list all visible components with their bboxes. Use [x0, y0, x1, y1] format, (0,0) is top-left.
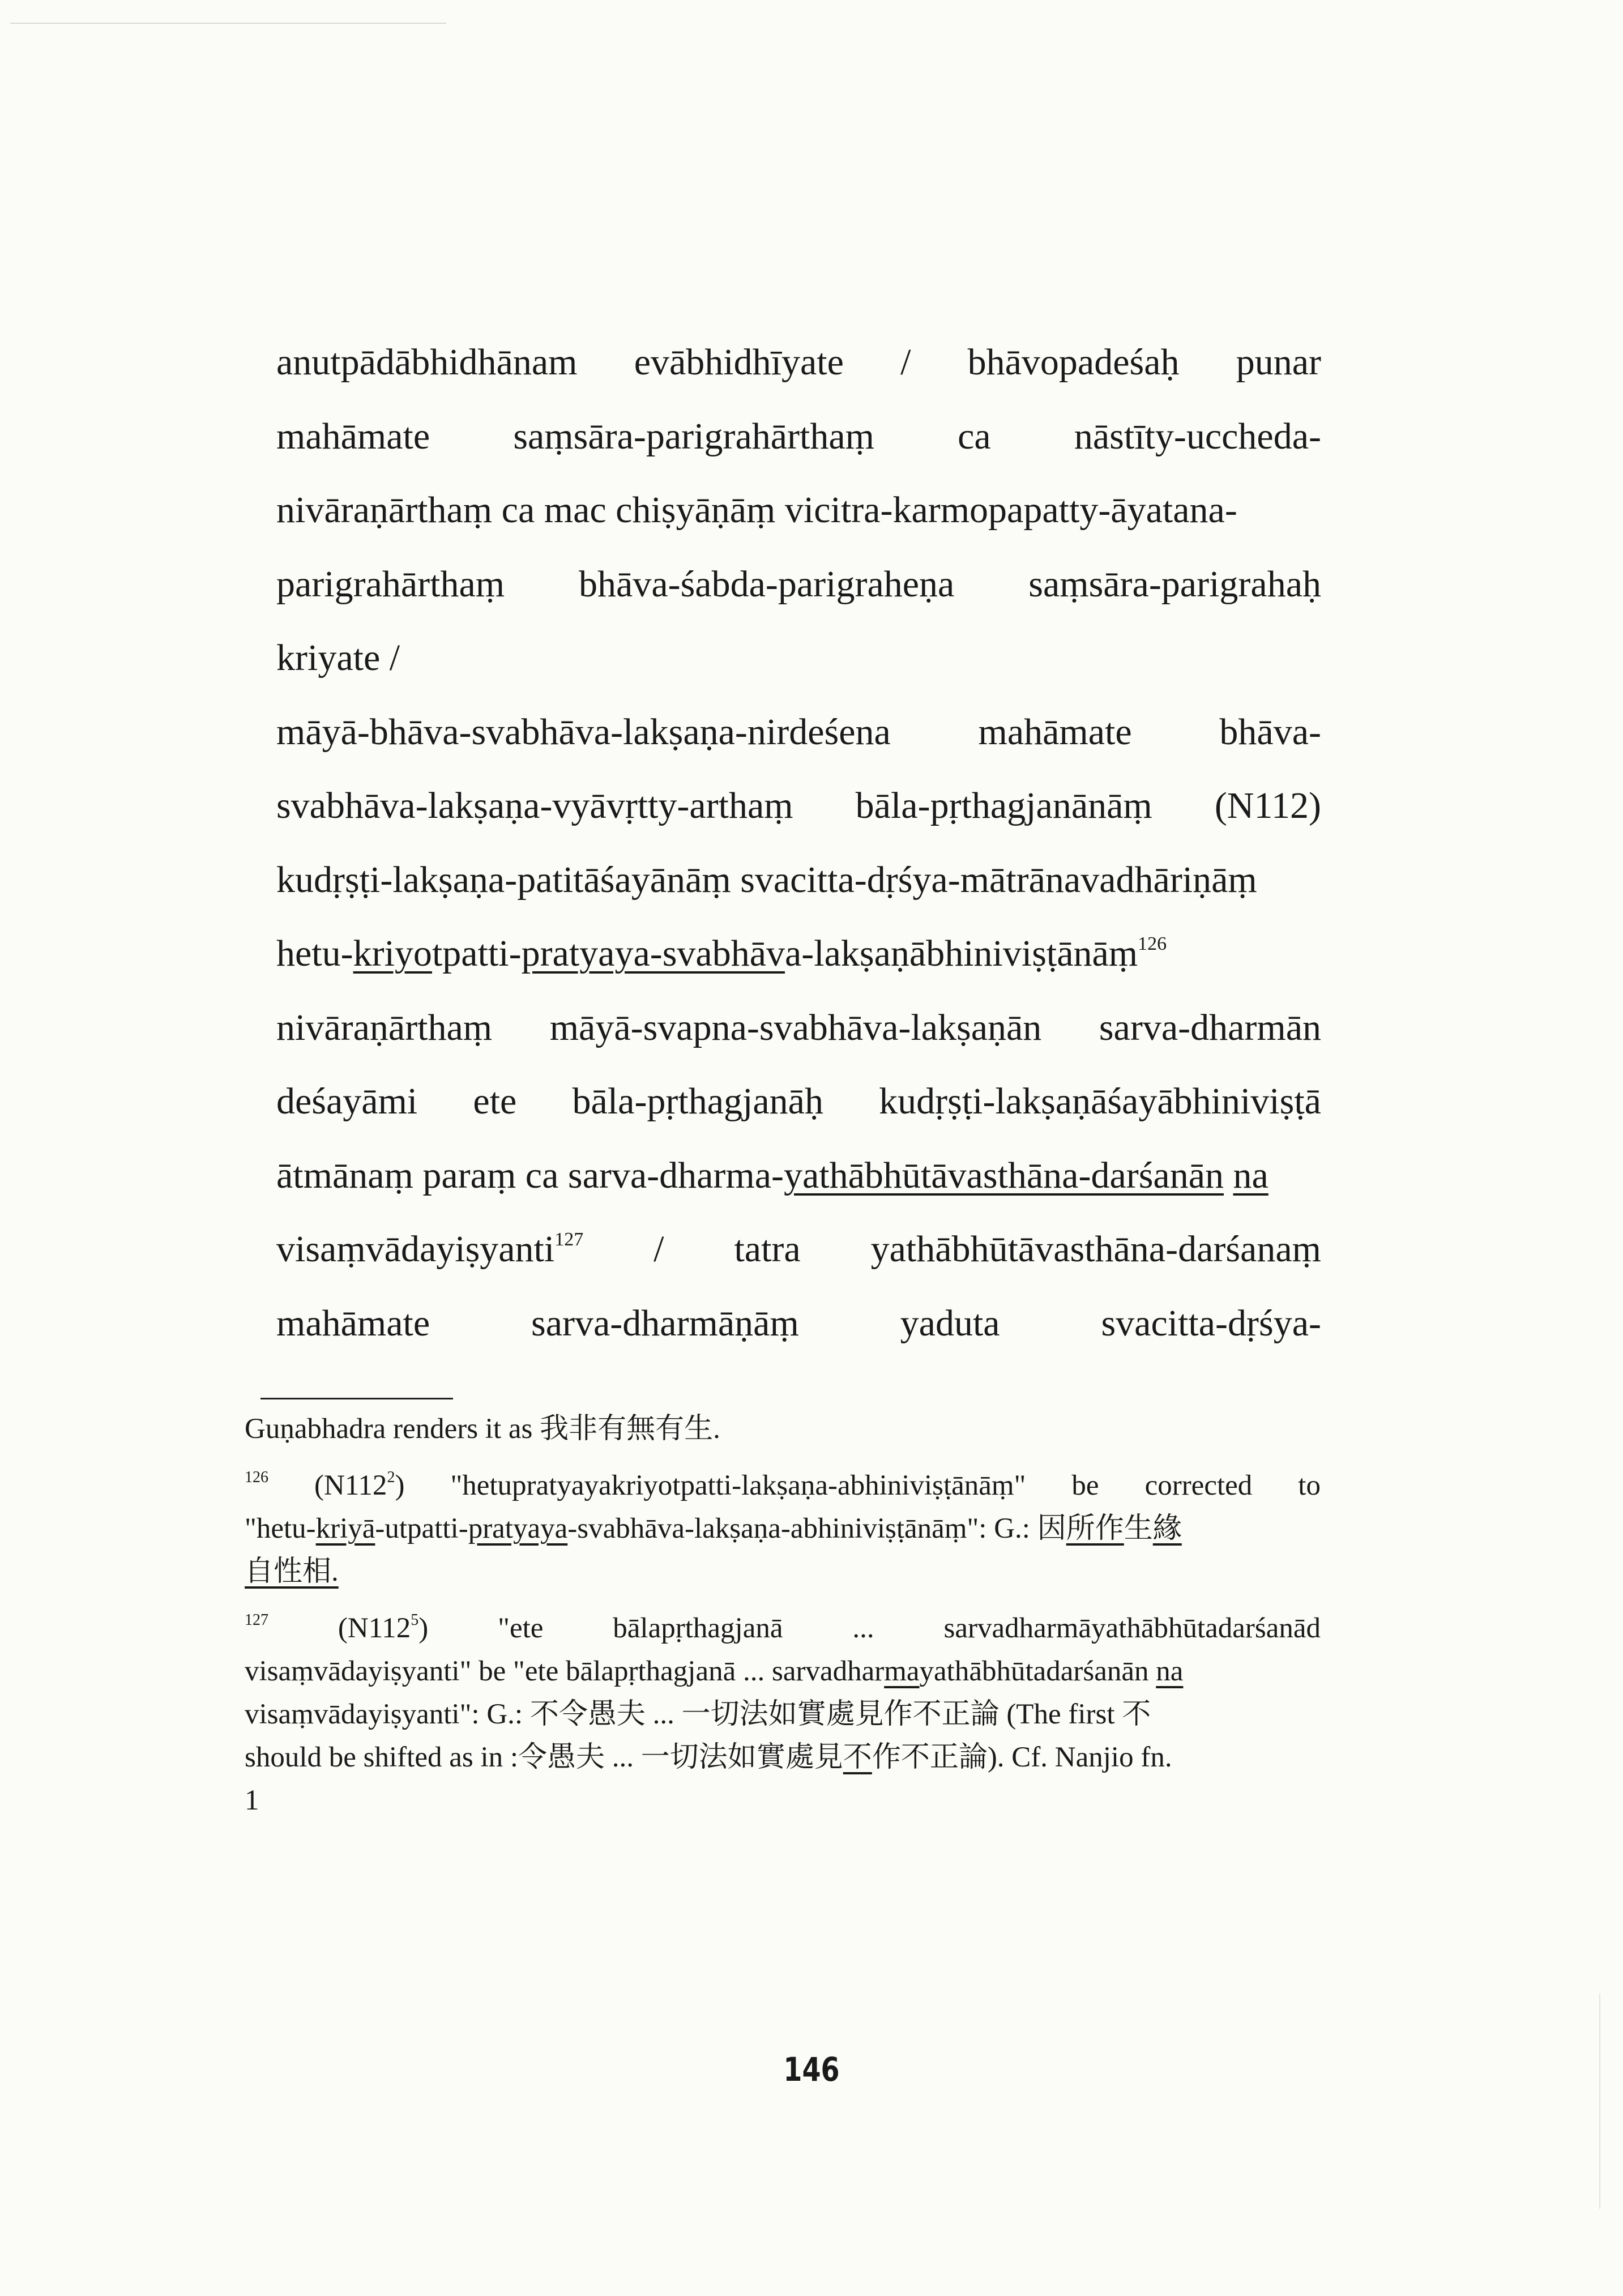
text-line: mahāmate saṃsāra-parigrahārthaṃ ca nāstīty-uccheda- [276, 415, 1321, 457]
underlined-text: na [1156, 1655, 1184, 1687]
text-line: nivāraṇārthaṃ māyā-svapna-svabhāva-lakṣaṇān sarva-dharmān [276, 1006, 1321, 1048]
underlined-text: pratyaya [468, 1513, 568, 1544]
text-line: anutpādābhidhānam evābhidhīyate / bhāvopadeśaḥ punar [276, 342, 1321, 383]
text-line: mahāmate sarva-dharmāṇāṃ yaduta svacitta-dṛśya- [276, 1302, 1321, 1344]
underlined-text: kriyā [315, 1513, 375, 1544]
footnotes [245, 1407, 1321, 1836]
footnote-ref-126: 126 [1138, 933, 1167, 954]
text-line: hetu-kriyotpatti-pratyaya-svabhāva-lakṣaṇābhiniviṣṭānāṃ$^{126}$ [276, 933, 1167, 974]
underlined-text: ma [884, 1655, 920, 1687]
text-line: parigrahārthaṃ bhāva-śabda-parigraheṇa saṃsāra-parigrahaḥ [276, 563, 1321, 605]
underlined-text: yathābhūtāvasthāna-darśanān [784, 1154, 1224, 1196]
underlined-text: 緣 [1152, 1513, 1182, 1544]
underlined-text: na [1233, 1154, 1268, 1196]
text-line: deśayāmi ete bāla-pṛthagjanāḥ kudṛṣṭi-lakṣaṇāśayābhiniviṣṭā [276, 1081, 1321, 1122]
underlined-text: 所作 [1066, 1513, 1124, 1544]
footnote-ref-127: 127 [554, 1229, 584, 1250]
underlined-text: 不 [843, 1742, 872, 1773]
underlined-text: kriyo [353, 933, 432, 974]
page-number: 146 [783, 2050, 840, 2089]
footnote-number: 126 [245, 1469, 268, 1486]
text-line: kriyate / [276, 637, 400, 678]
text-line: svabhāva-lakṣaṇa-vyāvṛtty-arthaṃ bāla-pṛthagjanānāṃ (N112) [276, 769, 1321, 843]
underlined-text: 自性相. [245, 1556, 339, 1587]
text-line: māyā-bhāva-svabhāva-lakṣaṇa-nirdeśena mahāmate bhāva- [276, 711, 1321, 753]
source-reference: (N112) [1214, 785, 1321, 826]
text-line: kudṛṣṭi-lakṣaṇa-patitāśayānāṃ svacitta-dṛśya-mātrānavadhāriṇāṃ [276, 859, 1257, 901]
text-line: nivāraṇārthaṃ ca mac chiṣyāṇāṃ vicitra-karmopapatty-āyatana- [276, 489, 1237, 531]
footnote-separator [260, 1398, 453, 1399]
footnote-126: $^{126}$ $(N112^2)$ "hetupratyayakriyotpatti-lakṣaṇa-abhiniviṣṭānāṃ" be corrected to "hetu-kriyā-utpatti-pratyaya-svabhāva-lakṣaṇa-abhiniviṣṭānāṃ": G.: 因所作生緣 自性相. [245, 1469, 1321, 1587]
scan-artifact-top [10, 23, 446, 24]
scan-artifact-side [1599, 1994, 1600, 2209]
footnote-number: 127 [245, 1611, 268, 1629]
underlined-text: pratyaya-svabhāv [521, 933, 785, 974]
footnote-127: $^{127}$ $(N112^5)$ "ete bālapṛthagjanā ... sarvadharmāyathābhūtadarśanād visaṃvādayiṣyanti" be "ete bālapṛthagjanā ... sarvadharmayathābhūtadarśanān na visaṃvādayiṣyanti": G.: 不令愚夫 ... 一切法如實處見作不正論 (The first 不 should be shifted as in :令愚夫 ... 一切法如實處見不作不正論). Cf. Nanjio fn. 1 [245, 1611, 1321, 1816]
main-text [276, 326, 1321, 1360]
text-line: ātmānaṃ paraṃ ca sarva-dharma-yathābhūtāvasthāna-darśanān na [276, 1154, 1268, 1196]
text-line: visaṃvādayiṣyanti$^{127}$ / tatra yathābhūtāvasthāna-darśanaṃ [276, 1228, 1321, 1270]
footnote-continuation: Guṇabhadra renders it as 我非有無有生. [245, 1413, 720, 1445]
